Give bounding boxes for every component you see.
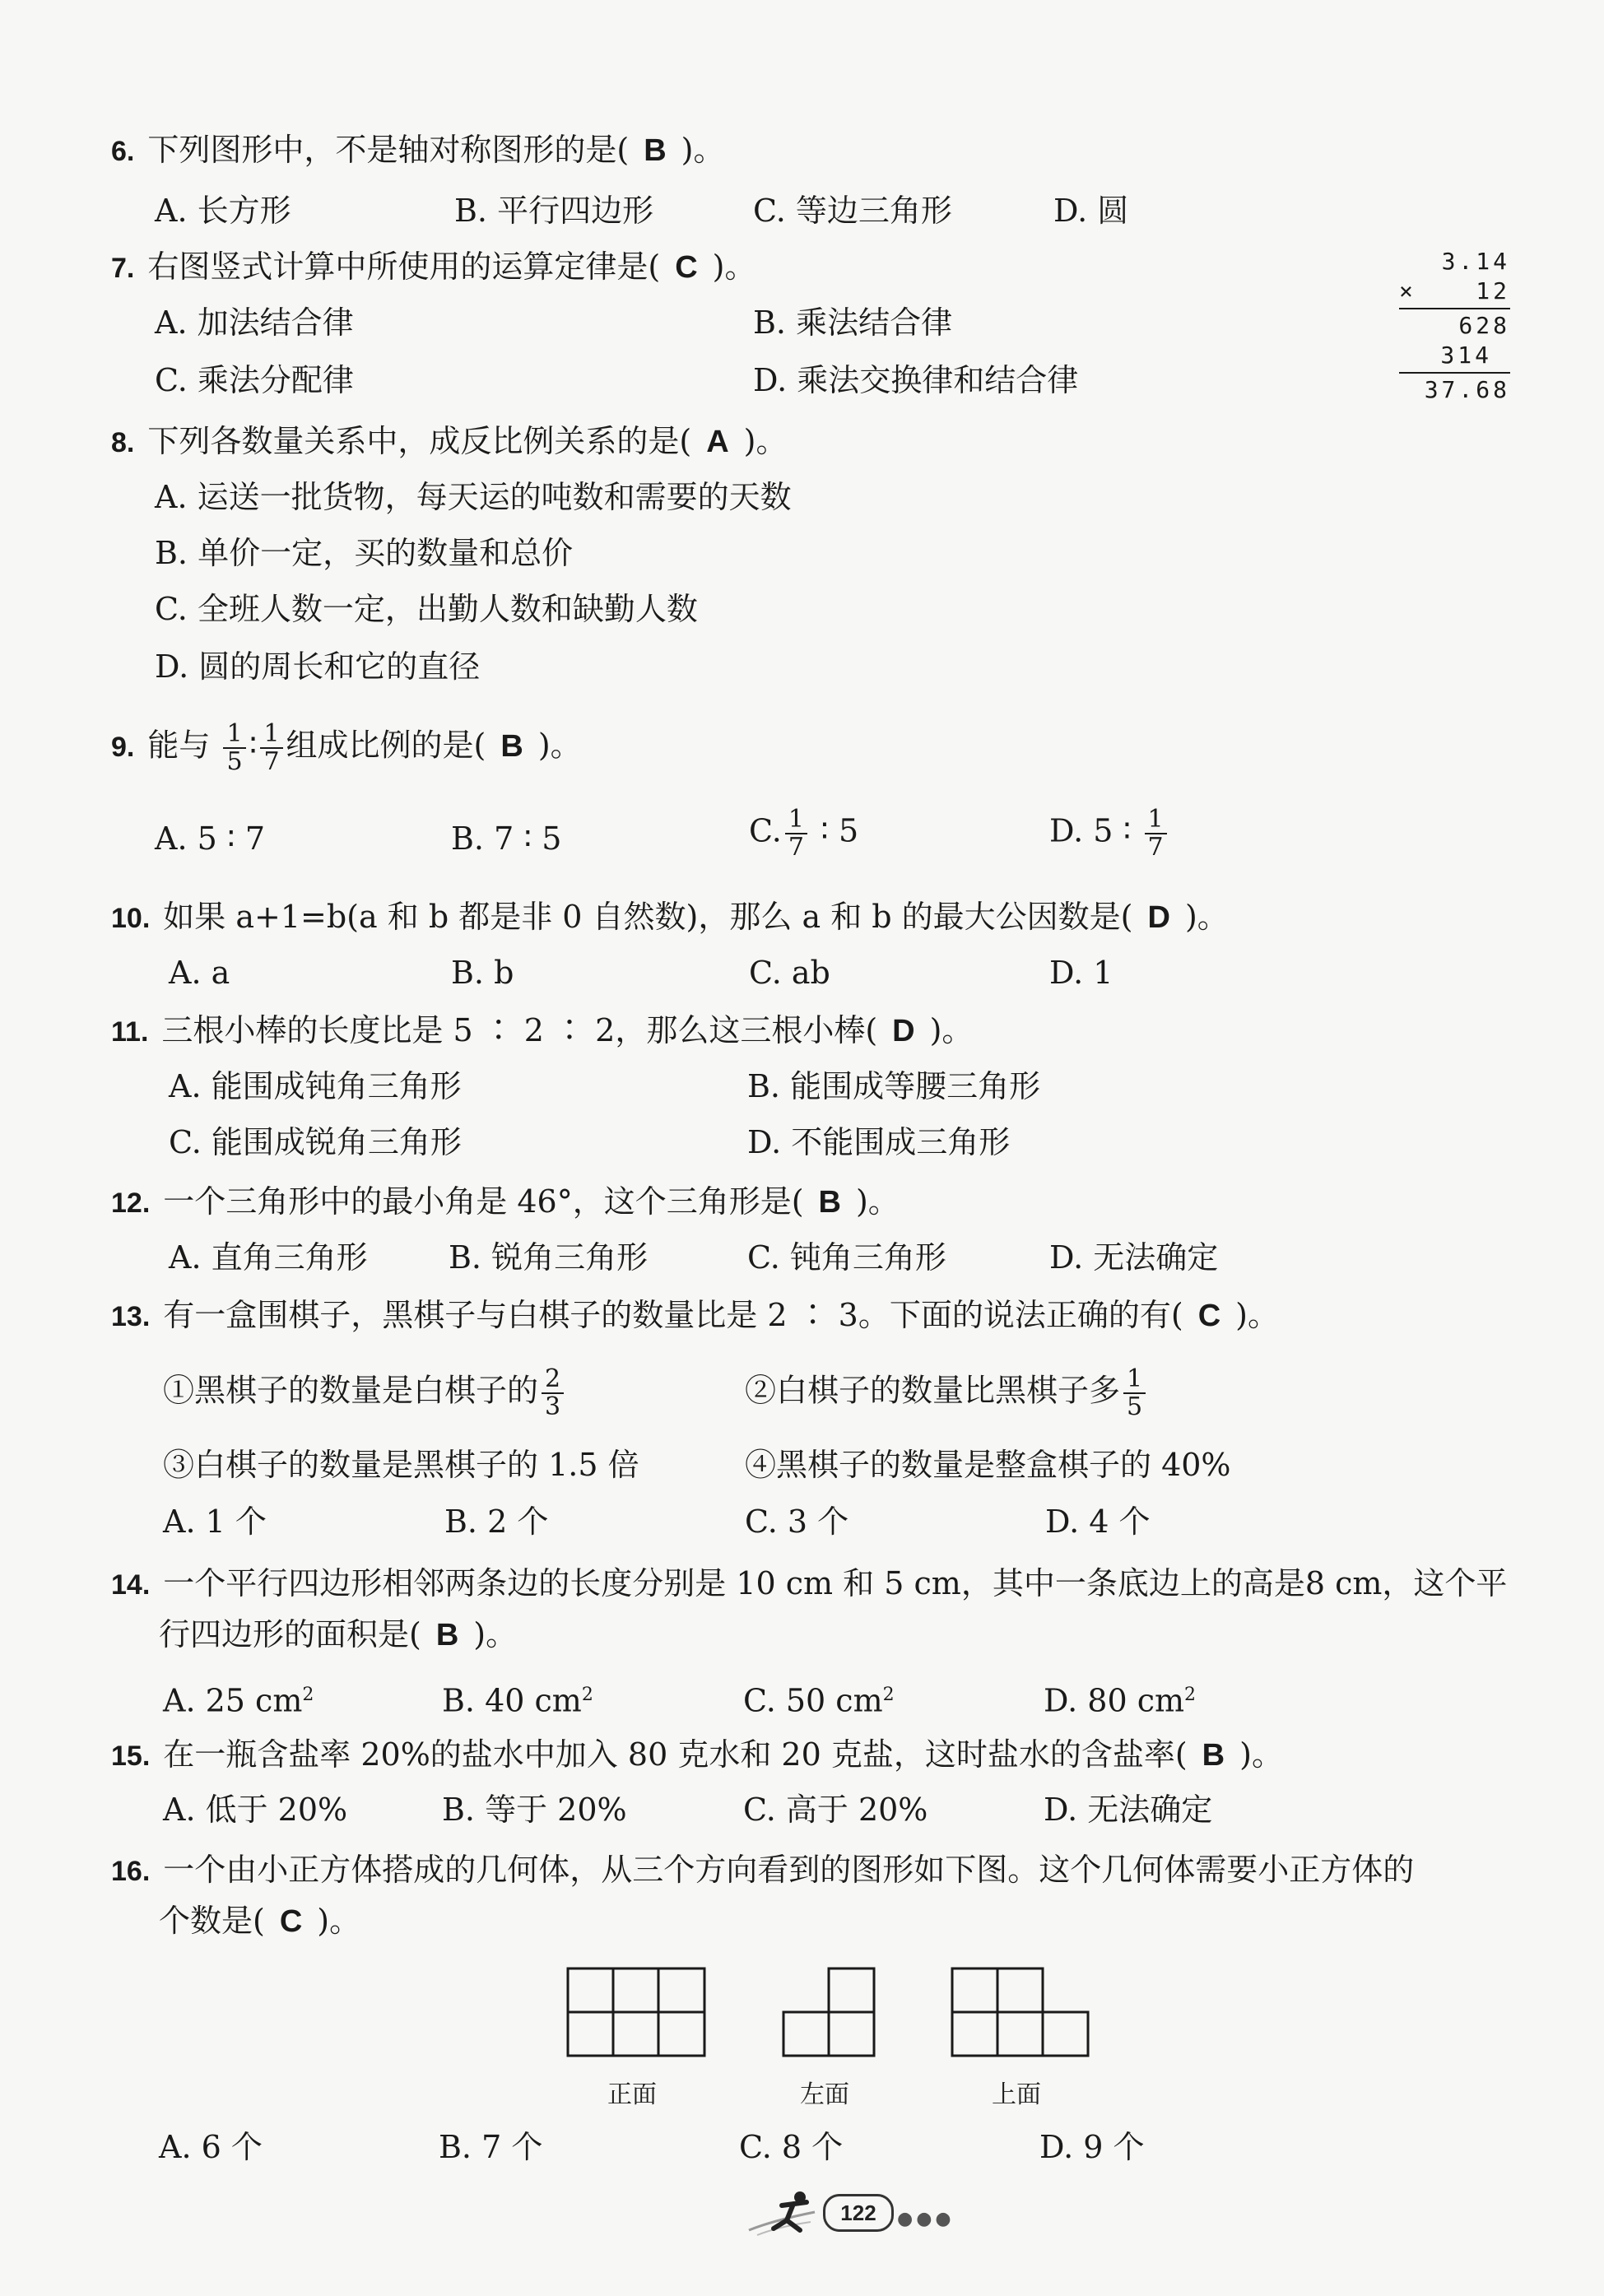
option-b: B. 单价一定，买的数量和总价 — [155, 535, 574, 571]
option-a: A. 低于 20% — [163, 1792, 348, 1828]
answer: B — [644, 133, 667, 168]
answer: D — [892, 1014, 915, 1048]
option-c: C. 能围成锐角三角形 — [169, 1124, 462, 1160]
front-view-figure — [566, 1967, 706, 2057]
option-c: C. $\frac{1}{7}$ ∶ 5 — [749, 805, 859, 862]
answer: C — [675, 250, 698, 285]
answer: D — [1147, 900, 1170, 935]
option-a: A. 5 ∶ 7 — [155, 820, 266, 857]
question-6: 6. 下列图形中，不是轴对称图形的是( B )。 — [111, 132, 725, 168]
question-16-continued: 个数是( C )。 — [159, 1903, 361, 1939]
option-d: D. 无法确定 — [1049, 1239, 1219, 1276]
option-d: D. 无法确定 — [1044, 1792, 1213, 1828]
option-b: B. 7 ∶ 5 — [451, 820, 562, 857]
question-12: 12. 一个三角形中的最小角是 46°，这个三角形是( B )。 — [111, 1183, 900, 1220]
vertical-multiplication: 3.14 × 12 628 314 37.68 — [1399, 248, 1510, 403]
question-9: 9. 能与 $\frac{1}{5}$ ∶ $\frac{1}{7}$ 组成比例的是( B )。 — [111, 719, 582, 776]
statement-2: ②白棋子的数量比黑棋子多 $\frac{1}{5}$ — [745, 1366, 1149, 1420]
option-a: A. 直角三角形 — [169, 1239, 368, 1276]
answer: A — [706, 425, 729, 459]
option-d: D. 4 个 — [1045, 1504, 1151, 1540]
fraction: $\frac{1}{7}$ — [260, 721, 282, 775]
runner-logo-icon — [741, 2187, 823, 2240]
answer: B — [435, 1618, 459, 1652]
question-16: 16. 一个由小正方体搭成的几何体，从三个方向看到的图形如下图。这个几何体需要小正方体的 — [111, 1852, 1415, 1888]
option-c: C. 8 个 — [739, 2129, 844, 2165]
question-7: 7. 右图竖式计算中所使用的运算定律是( C )。 — [111, 249, 756, 285]
option-b: B. 2 个 — [444, 1504, 549, 1540]
question-14: 14. 一个平行四边形相邻两条边的长度分别是 10 cm 和 5 cm，其中一条底边上的高是8 cm，这个平 — [111, 1565, 1508, 1601]
option-c: C. ab — [749, 955, 830, 991]
question-10: 10. 如果 a+1=b(a 和 b 都是非 0 自然数)，那么 a 和 b 的最大公因数是( D )。 — [111, 899, 1229, 935]
divider — [1399, 372, 1510, 374]
option-a: A. 1 个 — [163, 1504, 267, 1540]
option-d: D. 80 $cm^2$ — [1044, 1682, 1197, 1719]
fraction: $\frac{1}{7}$ — [785, 806, 807, 861]
option-d: D. 乘法交换律和结合律 — [753, 362, 1079, 398]
option-a: A. 6 个 — [159, 2129, 263, 2165]
question-13: 13. 有一盒围棋子，黑棋子与白棋子的数量比是 2 ∶ 3。下面的说法正确的有( C )。 — [111, 1297, 1279, 1333]
answer: C — [279, 1904, 303, 1939]
answer: C — [1197, 1299, 1221, 1333]
option-b: B. 7 个 — [439, 2129, 543, 2165]
question-8: 8. 下列各数量关系中，成反比例关系的是( A )。 — [111, 423, 788, 459]
option-c: C. 乘法分配律 — [155, 362, 354, 398]
divider — [1399, 308, 1510, 309]
option-a: A. 25 $cm^2$ — [163, 1682, 314, 1719]
fraction: $\frac{1}{5}$ — [223, 721, 245, 775]
option-b: B. 等于 20% — [442, 1792, 627, 1828]
page-footer — [741, 2179, 955, 2245]
left-view-label: 左面 — [800, 2080, 849, 2109]
option-d: D. 不能围成三角形 — [747, 1124, 1011, 1160]
question-11: 11. 三根小棒的长度比是 5 ∶ 2 ∶ 2，那么这三根小棒( D )。 — [111, 1012, 974, 1048]
option-a: A. a — [169, 955, 230, 991]
option-c: C. 3 个 — [745, 1504, 849, 1540]
front-view-label: 正面 — [607, 2080, 657, 2109]
option-a: A. 运送一批货物，每天运的吨数和需要的天数 — [155, 479, 792, 515]
statement-1: ①黑棋子的数量是白棋子的 $\frac{2}{3}$ — [163, 1366, 567, 1420]
option-a: A. 加法结合律 — [155, 304, 354, 341]
option-a: A. 长方形 — [155, 193, 291, 229]
option-c: C. 全班人数一定，出勤人数和缺勤人数 — [155, 591, 698, 627]
option-c: C. 50 $cm^2$ — [743, 1682, 895, 1719]
option-c: C. 钝角三角形 — [747, 1239, 946, 1276]
option-d: D. 圆的周长和它的直径 — [155, 648, 481, 685]
decorative-dots: ●●● — [897, 2209, 955, 2229]
page-number: 122 — [823, 2194, 894, 2232]
option-d: D. 圆 — [1053, 193, 1129, 229]
top-view-figure — [951, 1967, 1090, 2057]
answer: B — [818, 1185, 841, 1220]
option-d: D. 9 个 — [1039, 2129, 1145, 2165]
fraction: $\frac{1}{5}$ — [1123, 1366, 1146, 1420]
option-d: D. 1 — [1049, 955, 1114, 991]
option-b: B. 平行四边形 — [454, 193, 654, 229]
option-b: B. 40 $cm^2$ — [442, 1682, 593, 1719]
answer: B — [1202, 1738, 1225, 1773]
option-b: B. b — [451, 955, 514, 991]
fraction: $\frac{1}{7}$ — [1145, 806, 1167, 861]
left-view-figure — [782, 1967, 876, 2057]
answer: B — [500, 728, 523, 764]
question-15: 15. 在一瓶含盐率 20%的盐水中加入 80 克水和 20 克盐，这时盐水的含盐率( B )。 — [111, 1736, 1283, 1773]
top-view-label: 上面 — [992, 2080, 1041, 2109]
statement-4: ④黑棋子的数量是整盒棋子的 40% — [745, 1447, 1231, 1483]
statement-3: ③白棋子的数量是黑棋子的 1.5 倍 — [163, 1447, 639, 1483]
question-14-continued: 行四边形的面积是( B )。 — [159, 1616, 518, 1652]
option-a: A. 能围成钝角三角形 — [169, 1068, 462, 1104]
fraction: $\frac{2}{3}$ — [542, 1366, 564, 1420]
option-c: C. 等边三角形 — [753, 193, 952, 229]
option-b: B. 乘法结合律 — [753, 304, 953, 341]
option-d: D. 5 ∶ $\frac{1}{7}$ — [1049, 806, 1170, 861]
option-b: B. 能围成等腰三角形 — [747, 1068, 1041, 1104]
option-c: C. 高于 20% — [743, 1792, 928, 1828]
option-b: B. 锐角三角形 — [449, 1239, 649, 1276]
